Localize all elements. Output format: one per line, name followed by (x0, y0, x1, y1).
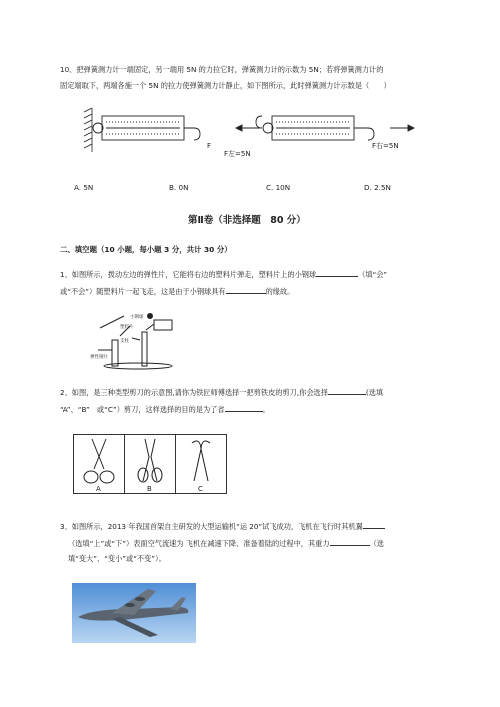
scissor-box-a (73, 434, 125, 494)
force-f-label: F (207, 142, 212, 150)
q2-line2 (60, 403, 270, 416)
spring-scale-right (256, 116, 374, 140)
q1-line2-text: 或“不会”）随塑料片一起飞走，这是由于小钢球具有 (60, 287, 226, 296)
section-subtitle: 二、填空题（10 小题，每小题 3 分，共计 30 分） (60, 245, 232, 254)
force-left-label: F左=5N (224, 150, 251, 158)
q3-line2-text: （选填“上”或“下”）表面空气流速为 飞机在减速下降、准备着陆的过程中，其重力 (68, 539, 330, 548)
q2-line1-text: 2、如图，是三种类型剪刀的示意图,请你为铁匠师傅选择一把剪铁皮的剪刀,你会选择 (60, 388, 328, 397)
q2-line2-tail: 。 (262, 405, 270, 414)
q1-blank-1 (316, 268, 358, 277)
scissors-b-icon (125, 435, 175, 493)
spring-scale-left (93, 116, 200, 140)
fig-label-plastic: 塑料片 (120, 325, 134, 330)
fig-label-pillar: 支柱 (120, 339, 129, 344)
force-right-label: F右=5N (372, 142, 399, 150)
q1-blank-2 (226, 285, 266, 294)
q2-line1 (60, 386, 383, 399)
q1-line1 (60, 268, 387, 281)
fig-label-spring: 弹性钢片 (90, 355, 108, 360)
spring-scale-figure (80, 106, 430, 160)
q1-line2 (60, 285, 294, 298)
q10-line2: 固定端取下，两端各施一个 5N 的拉力使弹簧测力计静止，如下图所示，此时弹簧测力计示数是（ ） (60, 81, 391, 90)
option-c: C. 10N (266, 183, 291, 192)
q2-blank-2 (225, 403, 263, 412)
q1-line2-tail: 的缘故。 (265, 287, 295, 296)
q3-blank-2 (330, 537, 370, 546)
section-title: 第Ⅱ卷（非选择题 80 分） (188, 215, 306, 226)
q3-line2 (68, 537, 384, 550)
q2-line2-text: “A”、“B” 或“C”）剪刀，这样选择的目的是为了省 (60, 405, 225, 414)
scissor-box-b (124, 434, 176, 494)
scissor-label-a: A (96, 485, 101, 493)
scissors-c-icon (176, 435, 226, 493)
scissor-box-c (175, 434, 227, 494)
q3-line1 (60, 520, 385, 533)
scissor-label-b: B (147, 485, 152, 493)
option-d: D. 2.5N (364, 183, 391, 192)
q2-blank-1 (328, 386, 366, 395)
q3-line2-tail: （选 (369, 539, 384, 548)
q1-line1-tail: （填“会” (358, 270, 388, 279)
airplane-photo (72, 583, 196, 643)
steel-ball-figure (90, 310, 190, 370)
q10-line1: 10、把弹簧测力计一端固定，另一端用 5N 的力拉它时，弹簧测力计的示数为 5N；若将弹簧测力计的 (60, 65, 384, 74)
q2-line1-tail: (选填 (365, 388, 384, 397)
wall-hatch (84, 108, 92, 152)
option-a: A. 5N (74, 183, 94, 192)
q3-line3: 填“变大”、“变小”或“不变”）。 (68, 554, 166, 563)
scissors-a-icon (74, 435, 124, 493)
steel-ball-icon (147, 313, 153, 319)
option-b: B. 0N (169, 183, 189, 192)
q1-line1-text: 1、如图所示，拨动左边的弹性片，它能将右边的塑料片弹走，塑料片上的小钢球 (60, 270, 317, 279)
q3-line1-text: 3、如图所示，2013 年我国首架自主研发的大型运输机“运 20”试飞成功，飞机在飞行时其机翼 (60, 522, 363, 531)
scissor-label-c: C (198, 485, 203, 493)
fig-label-ball: 小钢球 (130, 315, 144, 320)
q3-blank-1 (363, 520, 385, 529)
